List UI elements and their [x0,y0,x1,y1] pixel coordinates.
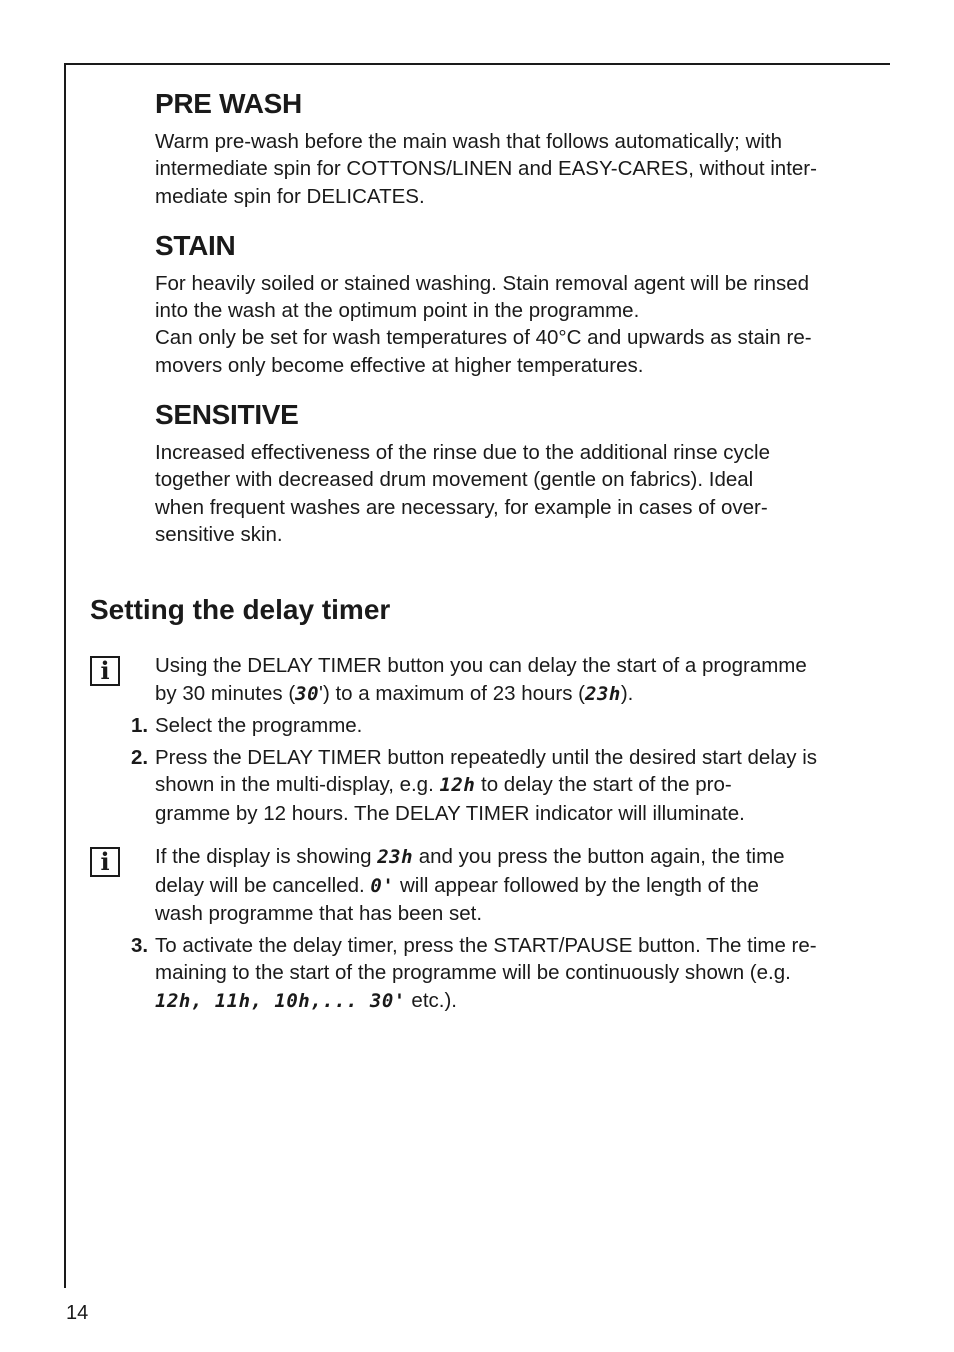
step-number: 3. [131,933,149,957]
display-12h: 12h [439,774,476,796]
sensitive-heading: SENSITIVE [155,399,299,431]
delay-timer-section [90,594,880,1015]
display-0: 0' [370,874,395,897]
prewash-text: Warm pre-wash before the main wash that follows automatically; with intermediate spin for COTTONS/LINEN and EASY-CARES, without inter- mediate spin for DELICATES. [155,130,817,208]
step-2: 2. Press the DELAY TIMER button repeatedly until the desired start delay is shown in the multi-display, e.g. 12h to delay the start of the pro- gramme by 12 hours. The DELAY TIMER indicator will illuminate. [131,745,818,825]
frame-top-rule [64,63,890,65]
step-number: 2. [131,745,149,769]
program-options [155,88,867,568]
prewash-heading: PRE WASH [155,88,302,119]
info-note-1: i Using the DELAY TIMER button you can delay the start of a programme by 30 minutes (30') to a maximum of 23 hours (23h). [90,652,880,708]
step-3: 3. To activate the delay timer, press the START/PAUSE button. The time re- maining to the start of the programme will be continuously shown (e.g. 12h, 11h, 10h,... 30' etc.). [131,933,817,1012]
delay-heading: Setting the delay timer [90,594,391,625]
info-note-2: i If the display is showing 23h and you press the button again, the time delay will be cancelled. 0' will appear followed by the length of the wash programme that has been set. [90,843,880,928]
display-23h: 23h [585,682,621,705]
display-sequence: 12h, 11h, 10h,... 30' [155,989,406,1012]
sensitive-section [155,399,867,548]
info-icon: i [90,847,120,877]
stain-section [155,230,867,379]
frame-left-rule [64,63,66,1288]
page-number: 14 [66,1302,89,1324]
display-30: 30 [295,682,320,705]
display-23h: 23h [377,846,414,868]
stain-heading: STAIN [155,229,236,261]
sensitive-text: Increased effectiveness of the rinse due to the additional rinse cycle together with decreased drum movement (gentle on fabrics). Ideal when frequent washes are necessary, for example in cases of over- sensitive skin. [155,441,770,546]
stain-text: For heavily soiled or stained washing. Stain removal agent will be rinsed into the wash at the optimum point in the programme. Can only be set for wash temperatures of 40°C and upwards as stain re- movers only become effective at higher temperatures. [155,271,812,377]
info-icon: i [90,656,120,686]
step-1: 1. Select the programme. [90,712,880,740]
prewash-section [155,88,867,210]
step-number: 1. [131,714,149,737]
